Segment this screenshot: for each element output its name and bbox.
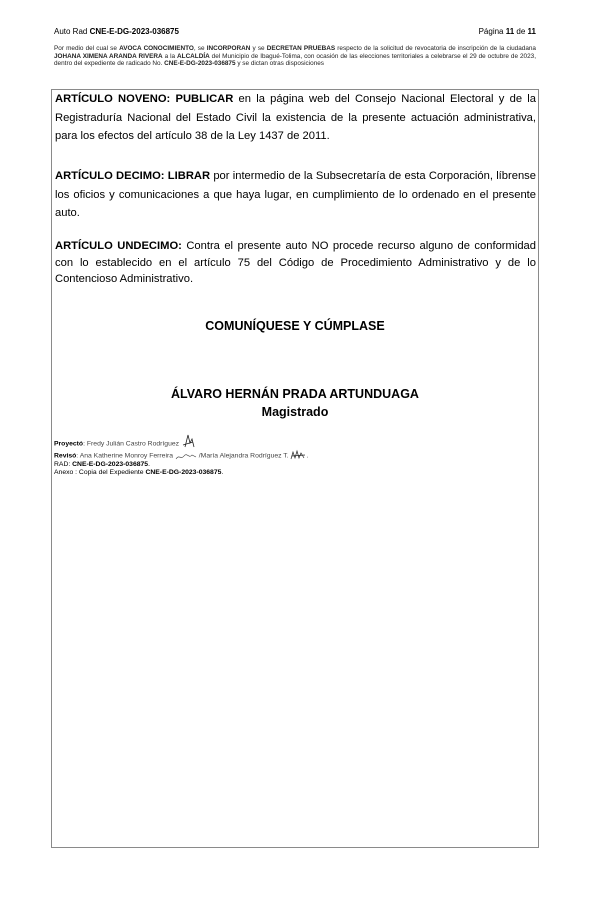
- document-summary: Por medio del cual se AVOCA CONOCIMIENTO, se INCORPORAN y se DECRETAN PRUEBAS respecto de la solicitud de revocatoria de inscripción de la ciudadana JOHANA XIMENA ARANDA RIVERA a la ALCALDÍA del Municipio de Ibagué-Tolima, con ocasión de las elecciones territoriales a celebrarse el 29 de octubre de 2023, dentro del expediente de radicado No. CNE-E-DG-2023-036875 y se dictan otras disposiciones: [54, 45, 536, 68]
- article-tenth: ARTÍCULO DECIMO: LIBRAR por intermedio de la Subsecretaría de esta Corporación, líbrense los oficios y comunicaciones a que haya lugar, en cumplimiento de lo ordenado en el presente auto.: [55, 170, 536, 219]
- signer-role: Magistrado: [261, 405, 329, 419]
- document-credits: [54, 433, 514, 478]
- article-ninth: ARTÍCULO NOVENO: PUBLICAR en la página web del Consejo Nacional Electoral y de la Registraduría Nacional del Estado Civil la existencia de la presente actuación administrativa, para los efectos del artículo 38 de la Ley 1437 de 2011.: [55, 93, 536, 142]
- credit-rad: RAD: CNE-E-DG-2023-036875.: [54, 461, 150, 468]
- credit-proyecto: Proyectó: Fredy Julián Castro Rodríguez: [54, 433, 514, 449]
- signer-name: ÁLVARO HERNÁN PRADA ARTUNDUAGA: [171, 387, 419, 401]
- page-header: [54, 27, 536, 39]
- signature-fredy-icon: [181, 433, 195, 449]
- document-reference: Auto Rad CNE-E-DG-2023-036875: [54, 27, 179, 36]
- article-eleventh: ARTÍCULO UNDECIMO: Contra el presente auto NO procede recurso alguno de conformidad con lo establecido en el artículo 75 del Código de Procedimiento Administrativo y de lo Contencioso Administrativo.: [55, 240, 536, 285]
- credit-anexo: Anexo : Copia del Expediente CNE-E-DG-2023-036875.: [54, 469, 224, 477]
- credit-reviso: Revisó: Ana Katherine Monroy Ferreira /María Alejandra Rodríguez T. .: [54, 449, 514, 461]
- signature-ana-icon: [175, 453, 197, 461]
- page-number: Página 11 de 11: [478, 27, 536, 36]
- signature-maria-icon: [290, 449, 306, 461]
- closing-statement: COMUNÍQUESE Y CÚMPLASE: [205, 319, 385, 333]
